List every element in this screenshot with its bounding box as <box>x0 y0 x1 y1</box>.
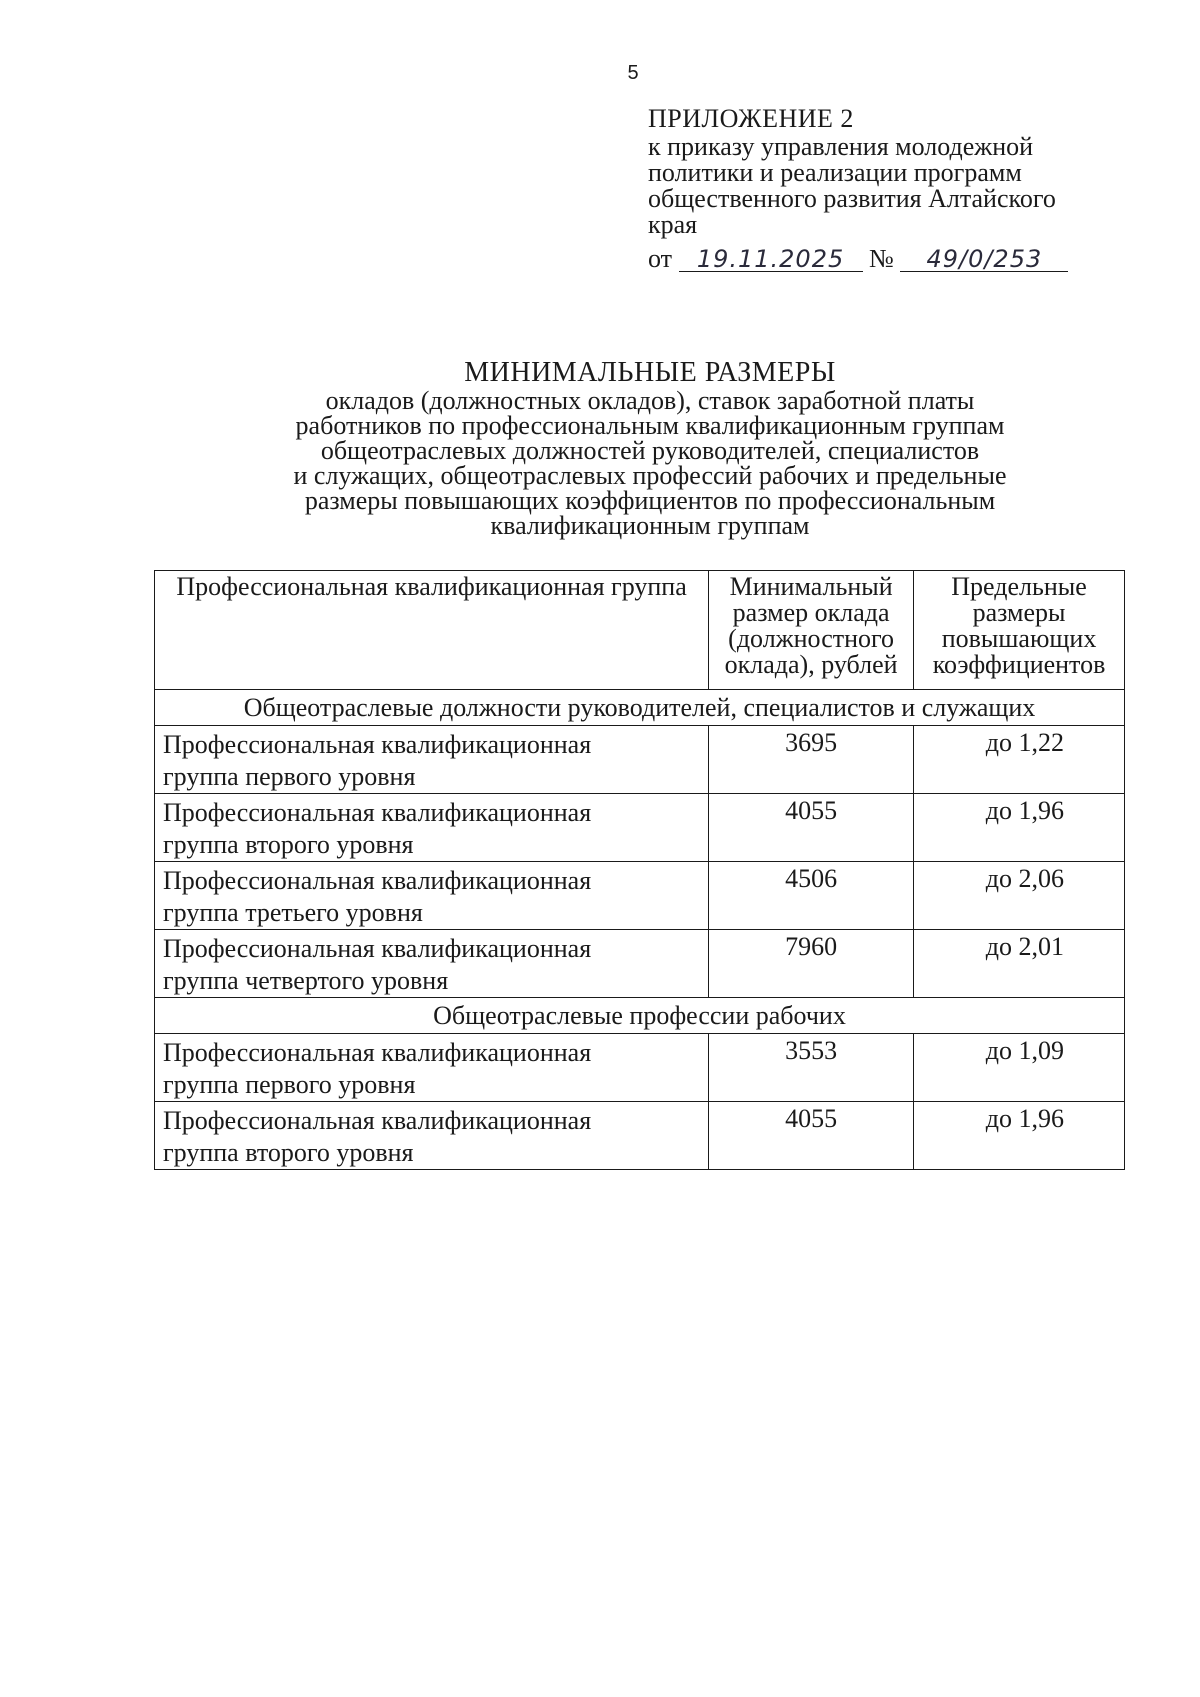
group-line: Профессиональная квалификационная <box>163 866 592 895</box>
title-main: МИНИМАЛЬНЫЕ РАЗМЕРЫ <box>464 357 836 388</box>
salary-cell: 3553 <box>709 1034 914 1102</box>
salary-cell: 7960 <box>709 930 914 998</box>
page-number: 5 <box>627 62 639 84</box>
appendix-title: ПРИЛОЖЕНИЕ 2 <box>648 104 854 133</box>
header-coef-line: Предельные <box>951 572 1087 601</box>
appendix-line: политики и реализации программ <box>648 158 1022 187</box>
title-line: работников по профессиональным квалификационным группам <box>295 411 1005 440</box>
number-sign: № <box>869 244 894 273</box>
header-coef-line: повышающих <box>941 624 1097 653</box>
group-line: группа первого уровня <box>163 1070 416 1099</box>
group-line: группа второго уровня <box>163 1138 414 1167</box>
coefficient-cell: до 2,01 <box>914 930 1125 998</box>
from-label: от <box>648 244 673 273</box>
title-line: размеры повышающих коэффициентов по профессиональным <box>304 486 996 515</box>
section-row <box>155 998 1125 1034</box>
title-line: квалификационным группам <box>490 511 810 540</box>
coefficient-cell: до 1,09 <box>914 1034 1125 1102</box>
coefficient-cell: до 1,96 <box>914 1102 1125 1170</box>
appendix-block <box>648 106 1118 274</box>
group-line: группа четвертого уровня <box>163 966 449 995</box>
group-cell <box>155 1102 709 1170</box>
title-line: общеотраслевых должностей руководителей, специалистов <box>320 436 980 465</box>
appendix-line: к приказу управления молодежной <box>648 132 1034 161</box>
group-line: Профессиональная квалификационная <box>163 798 592 827</box>
handwritten-date: 19.11.2025 <box>679 247 863 272</box>
group-line: группа третьего уровня <box>163 898 423 927</box>
group-line: Профессиональная квалификационная <box>163 1106 592 1135</box>
group-cell <box>155 1034 709 1102</box>
table-row <box>155 1102 1125 1170</box>
header-salary-line: размер оклада <box>732 598 890 627</box>
appendix-line: общественного развития Алтайского <box>648 184 1056 213</box>
order-date-number-line <box>648 244 1118 274</box>
header-salary-line: (должностного <box>728 624 895 653</box>
group-cell <box>155 726 709 794</box>
group-line: Профессиональная квалификационная <box>163 934 592 963</box>
salary-cell: 4506 <box>709 862 914 930</box>
group-line: группа первого уровня <box>163 762 416 791</box>
header-coef-line: размеры <box>972 598 1066 627</box>
title-line: окладов (должностных окладов), ставок заработной платы <box>325 386 975 415</box>
coefficient-cell: до 1,96 <box>914 794 1125 862</box>
header-salary-line: Минимальный <box>729 572 893 601</box>
header-group: Профессиональная квалификационная группа <box>155 571 709 690</box>
table-row <box>155 930 1125 998</box>
group-line: Профессиональная квалификационная <box>163 730 592 759</box>
table-row <box>155 862 1125 930</box>
section-title: Общеотраслевые должности руководителей, специалистов и служащих <box>155 690 1125 726</box>
header-salary <box>709 571 914 690</box>
document-title <box>150 358 1150 538</box>
salary-cell: 4055 <box>709 1102 914 1170</box>
header-salary-line: оклада), рублей <box>724 650 898 679</box>
group-line: группа второго уровня <box>163 830 414 859</box>
header-coefficient <box>914 571 1125 690</box>
appendix-line: края <box>648 210 698 239</box>
group-line: Профессиональная квалификационная <box>163 1038 592 1067</box>
coefficient-cell: до 2,06 <box>914 862 1125 930</box>
group-cell <box>155 862 709 930</box>
title-line: и служащих, общеотраслевых профессий рабочих и предельные <box>293 461 1007 490</box>
group-cell <box>155 930 709 998</box>
group-cell <box>155 794 709 862</box>
table-row <box>155 794 1125 862</box>
table-row <box>155 1034 1125 1102</box>
handwritten-order-number: 49/0/253 <box>900 247 1068 272</box>
coefficient-cell: до 1,22 <box>914 726 1125 794</box>
salary-cell: 3695 <box>709 726 914 794</box>
salary-table <box>154 570 1125 1170</box>
table-row <box>155 726 1125 794</box>
salary-cell: 4055 <box>709 794 914 862</box>
section-title: Общеотраслевые профессии рабочих <box>155 998 1125 1034</box>
section-row <box>155 690 1125 726</box>
header-coef-line: коэффициентов <box>932 650 1106 679</box>
table-header-row <box>155 571 1125 690</box>
